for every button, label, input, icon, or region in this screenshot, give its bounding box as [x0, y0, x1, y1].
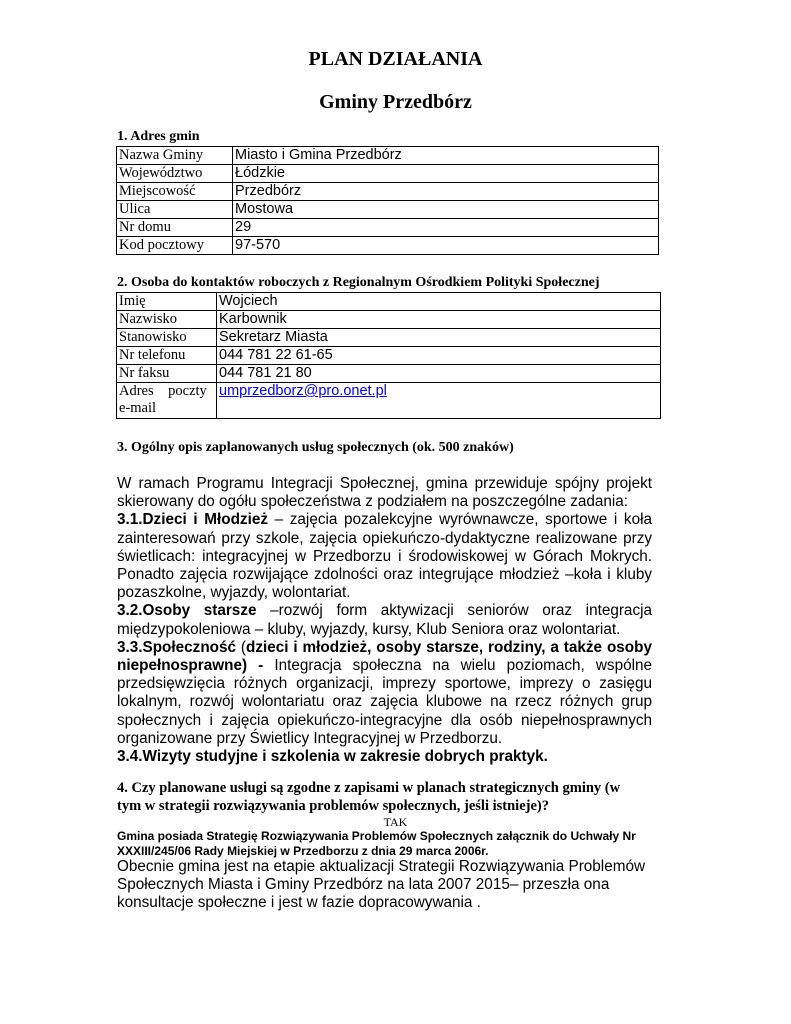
table-row — [117, 165, 659, 183]
section4-heading: 4. Czy planowane usługi są zgodne z zapisami w planach strategicznych gminy (w tym w strategii rozwiązywania problemów społecznych, jeśli istnieje)? — [117, 780, 621, 814]
row-value: Łódzkie — [233, 165, 659, 183]
row-value: Wojciech — [217, 293, 661, 311]
table-row — [117, 219, 659, 237]
table-row — [117, 329, 661, 347]
strategy-note-bold: Gmina posiada Strategię Rozwiązywania Problemów Społecznych załącznik do Uchwały Nr XXXIII/245/06 Rady Miejskiej w Przedborzu z dnia 29 marca 2006r. — [117, 829, 636, 858]
row-value: Przedbórz — [233, 183, 659, 201]
row-label: Nazwisko — [117, 311, 217, 329]
row-value: 29 — [233, 219, 659, 237]
row-value: Miasto i Gmina Przedbórz — [233, 147, 659, 165]
row-label: Stanowisko — [117, 329, 217, 347]
paragraph-3-1 — [117, 511, 652, 602]
table-row — [117, 147, 659, 165]
section3-body — [117, 475, 652, 766]
section1-heading: 1. Adres gmin — [117, 129, 200, 144]
row-label: Miejscowość — [117, 183, 233, 201]
address-table — [116, 146, 659, 255]
paragraph-text: – zajęcia pozalekcyjne wyrównawcze, sportowe i koła zainteresowań przy szkole, zajęcia opiekuńczo-dydaktyczne realizowane przy świetlicach: integracyjnej w Przedborzu i środowiskowej w Górach Mokrych. Ponadto zajęcia rozwijające zdolności oraz integrujące młodzież –koła i kluby pozaszkolne, wyjazdy, wolontariat. — [117, 511, 652, 602]
table-row — [117, 311, 661, 329]
table-row — [117, 365, 661, 383]
paragraph-3-3 — [117, 639, 652, 748]
row-label: Nr faksu — [117, 365, 217, 383]
paragraph-3-2 — [117, 602, 652, 638]
row-value: 044 781 22 61-65 — [217, 347, 661, 365]
section3-heading: 3. Ogólny opis zaplanowanych usług społecznych (ok. 500 znaków) — [117, 440, 514, 455]
row-value: 97-570 — [233, 237, 659, 255]
paragraph-text: –rozwój form aktywizacji seniorów oraz integracja międzypokoleniowa – kluby, wyjazdy, kursy, Klub Seniora oraz wolontariat. — [117, 602, 652, 638]
email-link[interactable]: umprzedborz@pro.onet.pl — [219, 383, 387, 399]
row-label: Nr domu — [117, 219, 233, 237]
table-row — [117, 383, 661, 419]
table-row — [117, 183, 659, 201]
page-title: PLAN DZIAŁANIA — [308, 48, 483, 70]
row-value: 044 781 21 80 — [217, 365, 661, 383]
row-label: Województwo — [117, 165, 233, 183]
row-label: Imię — [117, 293, 217, 311]
email-label-line2: e-mail — [119, 400, 157, 416]
strategy-note: Obecnie gmina jest na etapie aktualizacji Strategii Rozwiązywania Problemów Społecznych Miasta i Gminy Przedbórz na lata 2007 2015– przeszła ona konsultacje społeczne i jest w fazie dopracowywania . — [117, 858, 646, 912]
intro-paragraph: W ramach Programu Integracji Społecznej, gmina przewiduje spójny projekt skierowany do ogółu społeczeństwa z podziałem na poszczególne zadania: — [117, 475, 652, 511]
paragraph-title: 3.1.Dzieci i Młodzież — [117, 511, 268, 529]
row-value: Karbownik — [217, 311, 661, 329]
answer-text: TAK — [383, 815, 408, 829]
table-row — [117, 201, 659, 219]
row-value: Mostowa — [233, 201, 659, 219]
paragraph-text: Integracja społeczna na wielu poziomach, wspólne przedsięwzięcia różnych organizacji, imprezy sportowe, imprezy o zasięgu lokalnym, rozwój wolontariatu oraz zajęcia klubowe na rzecz różnych grup społecznych i zajęcia opiekuńczo-integracyjne dla osób niepełnosprawnych organizowane przy Świetlicy Integracyjnej w Przedborzu. — [117, 657, 653, 747]
contact-table — [116, 292, 661, 419]
table-row — [117, 347, 661, 365]
page-subtitle: Gminy Przedbórz — [319, 91, 472, 113]
row-label: Nazwa Gminy — [117, 147, 233, 165]
row-label: Ulica — [117, 201, 233, 219]
paragraph-text: ( — [236, 638, 247, 656]
row-label — [117, 383, 217, 419]
table-row — [117, 237, 659, 255]
paragraph-title: 3.2.Osoby starsze — [117, 602, 257, 620]
row-value — [217, 383, 661, 419]
row-label: Kod pocztowy — [117, 237, 233, 255]
paragraph-title: 3.3.Społeczność — [117, 638, 237, 656]
section2-heading: 2. Osoba do kontaktów roboczych z Regionalnym Ośrodkiem Polityki Społecznej — [117, 275, 600, 290]
row-label: Nr telefonu — [117, 347, 217, 365]
email-label-line1: Adres poczty — [119, 383, 207, 399]
table-row — [117, 293, 661, 311]
paragraph-subtitle: dzieci i młodzież, osoby starsze, rodziny, a także osoby niepełnosprawne) - — [117, 638, 652, 675]
row-value: Sekretarz Miasta — [217, 329, 661, 347]
paragraph-3-4: 3.4.Wizyty studyjne i szkolenia w zakresie dobrych praktyk. — [117, 748, 548, 766]
